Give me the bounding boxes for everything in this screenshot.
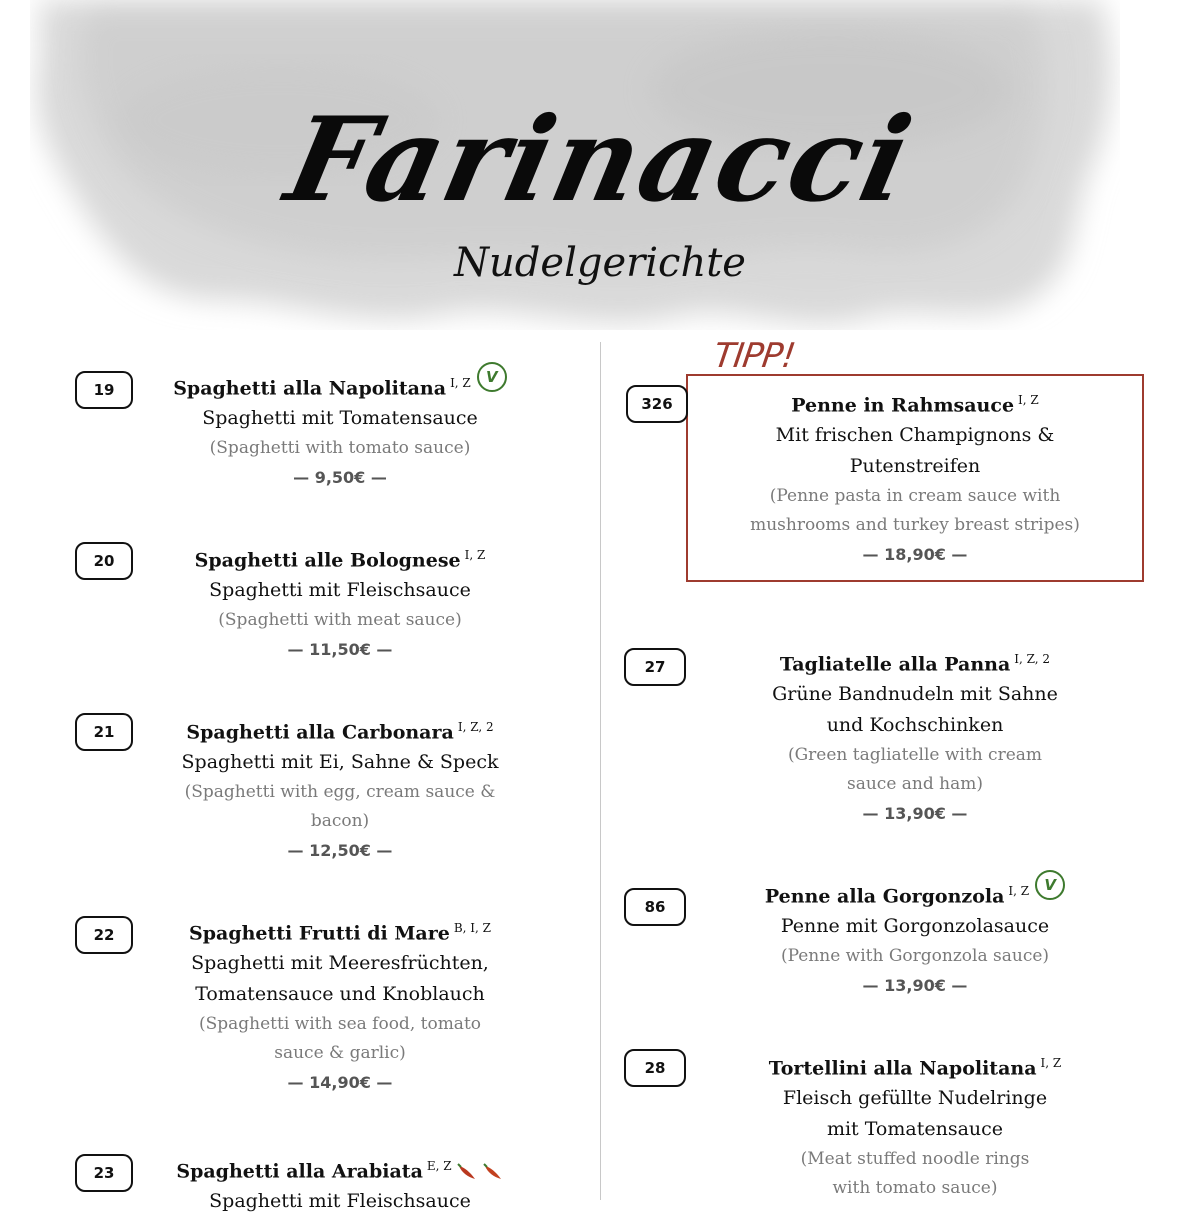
dish-name-row xyxy=(690,1048,1140,1083)
dish-name: Tortellini alla Napolitana xyxy=(768,1057,1037,1080)
dish-name-row xyxy=(130,1151,550,1186)
allergen-codes: B, I, Z xyxy=(453,921,491,935)
dish-description-de: und Kochschinken xyxy=(826,714,1004,737)
dish-description-en: sauce & garlic) xyxy=(274,1043,406,1064)
dish-name: Penne in Rahmsauce xyxy=(791,394,1015,417)
menu-item xyxy=(130,540,550,665)
dish-number-badge: 27 xyxy=(624,648,686,686)
dish-description-de: Mit frischen Champignons & xyxy=(775,424,1055,447)
dish-description-de: Spaghetti mit Meeresfrüchten, xyxy=(191,952,489,975)
allergen-codes: I, Z xyxy=(450,376,471,390)
dish-number-badge: 326 xyxy=(626,385,688,423)
dish-name-row xyxy=(690,644,1140,679)
dish-name-row xyxy=(130,712,550,747)
dish-number-badge: 20 xyxy=(75,542,133,580)
dish-description-en: with tomato sauce) xyxy=(832,1178,998,1199)
dish-name-row xyxy=(130,368,550,403)
allergen-codes: I, Z xyxy=(1008,884,1030,898)
dish-description-de: Putenstreifen xyxy=(849,455,981,478)
allergen-codes: I, Z xyxy=(1040,1056,1062,1070)
page-title: Farinacci xyxy=(275,92,925,228)
chili-icon xyxy=(456,1163,478,1181)
dish-name: Spaghetti alla Carbonara xyxy=(186,721,454,744)
dish-description-de: Fleisch gefüllte Nudelringe xyxy=(782,1087,1048,1110)
dish-name: Penne alla Gorgonzola xyxy=(764,885,1005,908)
menu-item xyxy=(690,876,1140,1001)
allergen-codes: I, Z xyxy=(1018,393,1039,407)
dish-description-en: (Green tagliatelle with cream xyxy=(787,745,1043,766)
dish-name-row xyxy=(690,385,1140,420)
dish-name: Tagliatelle alla Panna xyxy=(779,653,1011,676)
dish-name: Spaghetti alla Napolitana xyxy=(173,377,447,400)
dish-description-de: Penne mit Gorgonzolasauce xyxy=(780,915,1050,938)
menu-item xyxy=(130,712,550,866)
dish-description-de: mit Tomatensauce xyxy=(826,1118,1004,1141)
dish-description-en: (Penne pasta in cream sauce with xyxy=(769,486,1061,507)
dish-description-de: Tomatensauce und Knoblauch xyxy=(195,983,485,1006)
menu-item xyxy=(130,1151,550,1217)
dish-description-en: (Spaghetti with tomato sauce) xyxy=(209,438,471,459)
allergen-codes: I, Z xyxy=(464,548,486,562)
dish-description-en: (Spaghetti with sea food, tomato xyxy=(198,1014,482,1035)
dish-name-row xyxy=(130,540,550,575)
dish-number-badge: 86 xyxy=(624,888,686,926)
dish-description-de: Spaghetti mit Fleischsauce xyxy=(209,1190,471,1213)
dish-name-row xyxy=(690,876,1140,911)
dish-description-en: sauce and ham) xyxy=(847,774,983,795)
dish-description-en: (Meat stuffed noodle rings xyxy=(800,1149,1030,1170)
menu-item xyxy=(690,644,1140,829)
dish-description-en: (Spaghetti with egg, cream sauce & xyxy=(184,782,496,803)
dish-description-en: bacon) xyxy=(310,811,370,832)
dish-description-en: (Penne with Gorgonzola sauce) xyxy=(780,946,1050,967)
menu-item xyxy=(690,385,1140,570)
dish-name: Spaghetti alla Arabiata xyxy=(176,1160,423,1183)
dish-price: — 18,90€ — xyxy=(862,545,968,565)
dish-price: — 12,50€ — xyxy=(287,841,393,861)
vegetarian-icon: V xyxy=(477,362,507,392)
allergen-codes: I, Z, 2 xyxy=(457,720,494,734)
dish-description-en: (Spaghetti with meat sauce) xyxy=(218,610,462,631)
dish-description-en: mushrooms and turkey breast stripes) xyxy=(750,515,1080,536)
page-subtitle: Nudelgerichte xyxy=(454,240,746,286)
dish-price: — 13,90€ — xyxy=(862,976,968,996)
dish-description-de: Spaghetti mit Ei, Sahne & Speck xyxy=(181,751,499,774)
menu-item xyxy=(130,913,550,1098)
dish-name: Spaghetti Frutti di Mare xyxy=(189,922,450,945)
dish-number-badge: 22 xyxy=(75,916,133,954)
dish-price: — 9,50€ — xyxy=(293,468,387,488)
allergen-codes: I, Z, 2 xyxy=(1014,652,1051,666)
dish-number-badge: 19 xyxy=(75,371,133,409)
dish-number-badge: 23 xyxy=(75,1154,133,1192)
dish-description-de: Spaghetti mit Tomatensauce xyxy=(202,407,478,430)
dish-description-de: Spaghetti mit Fleischsauce xyxy=(209,579,471,602)
dish-description-de: Grüne Bandnudeln mit Sahne xyxy=(772,683,1058,706)
column-divider xyxy=(600,342,601,1200)
vegetarian-icon: V xyxy=(1035,870,1065,900)
dish-name: Spaghetti alle Bolognese xyxy=(194,549,461,572)
dish-price: — 14,90€ — xyxy=(287,1073,393,1093)
chili-icon xyxy=(482,1163,504,1181)
dish-number-badge: 21 xyxy=(75,713,133,751)
dish-price: — 11,50€ — xyxy=(287,640,393,660)
dish-number-badge: 28 xyxy=(624,1049,686,1087)
dish-price: — 13,90€ — xyxy=(862,804,968,824)
allergen-codes: E, Z xyxy=(426,1159,452,1173)
menu-item xyxy=(130,368,550,493)
dish-name-row xyxy=(130,913,550,948)
tip-label: TIPP! xyxy=(711,336,798,376)
menu-item xyxy=(690,1048,1140,1203)
